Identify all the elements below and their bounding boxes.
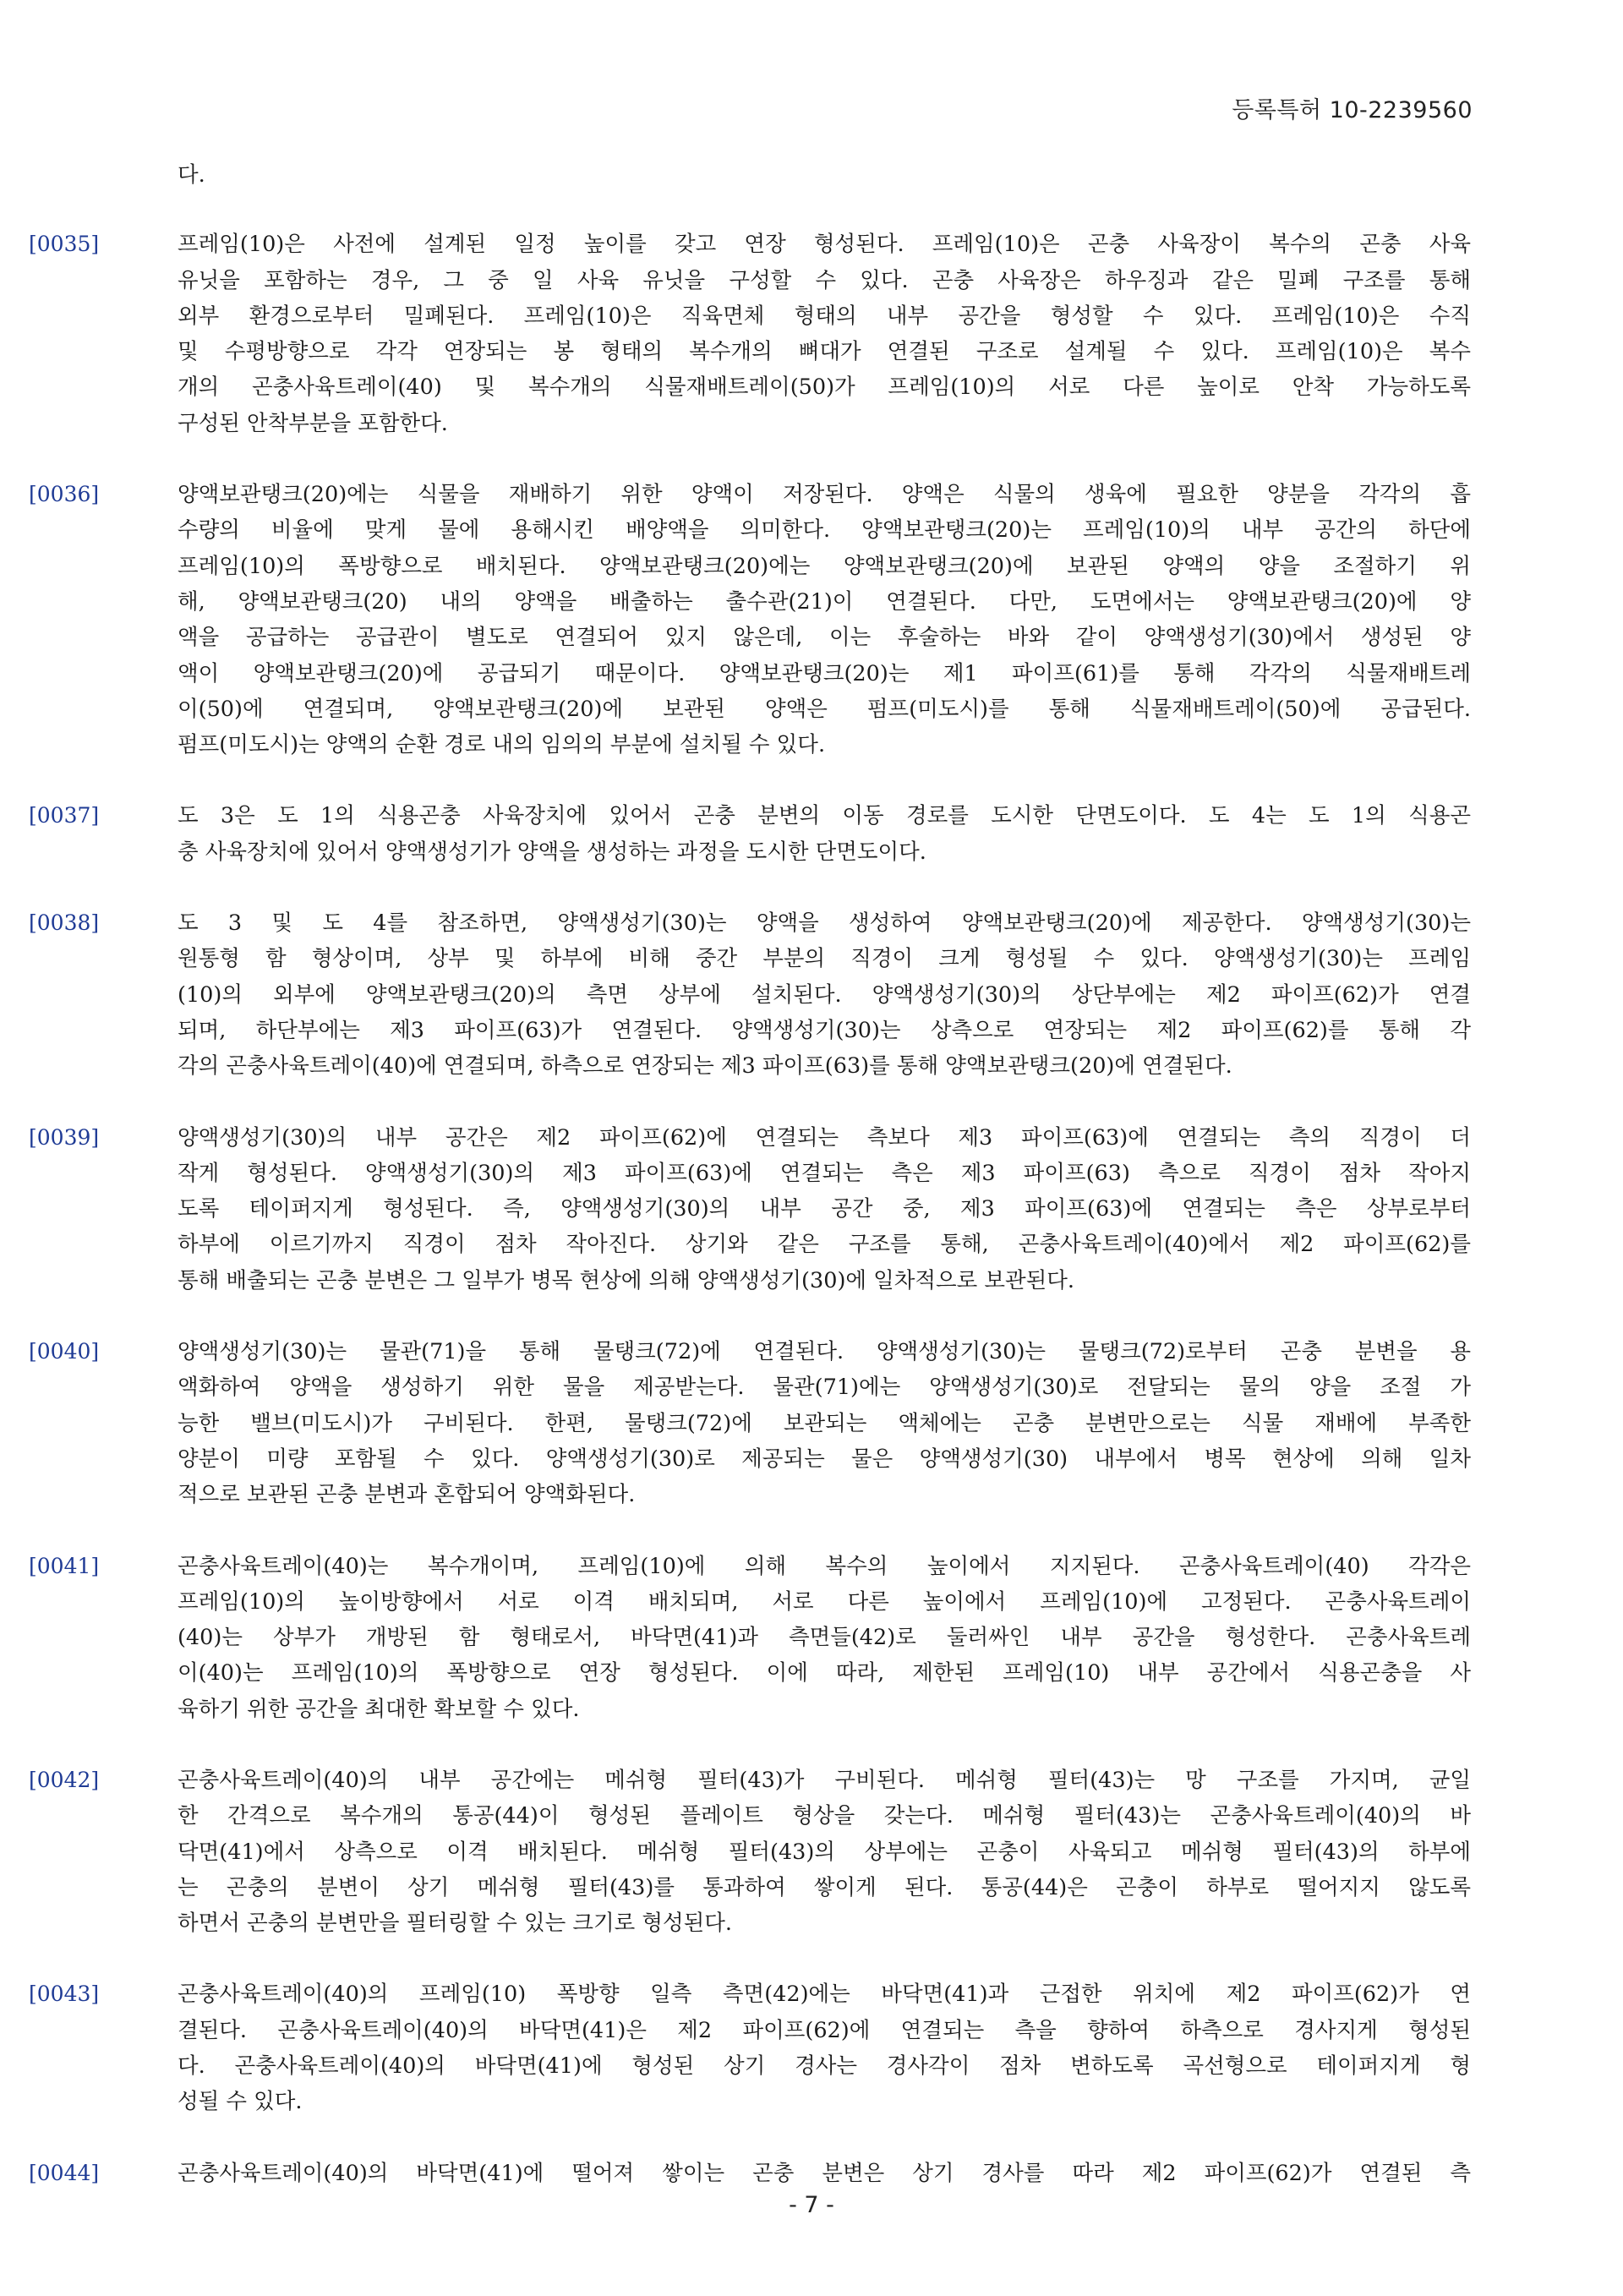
text-line: 도 3 및 도 4를 참조하면, 양액생성기(30)는 양액을 생성하여 양액보관탱크(20)에 제공한다. 양액생성기(30)는	[178, 910, 1471, 937]
body-text	[0, 157, 1623, 2227]
paragraph-list	[0, 227, 1623, 2191]
paragraph-number: [0039]	[29, 1124, 100, 1150]
text-line: 양분이 미량 포함될 수 있다. 양액생성기(30)로 제공되는 물은 양액생성기(30) 내부에서 병목 현상에 의해 일차	[178, 1446, 1471, 1472]
paragraph-number: [0044]	[29, 2160, 100, 2185]
text-line: 곤충사육트레이(40)의 바닥면(41)에 떨어져 쌓이는 곤충 분변은 상기 경사를 따라 제2 파이프(62)가 연결된 측	[178, 2160, 1471, 2186]
text-line: 해, 양액보관탱크(20) 내의 양액을 배출하는 출수관(21)이 연결된다. 다만, 도면에서는 양액보관탱크(20)에 양	[178, 588, 1471, 615]
text-line: 및 수평방향으로 각각 연장되는 봉 형태의 복수개의 뼈대가 연결된 구조로 설계될 수 있다. 프레임(10)은 복수	[178, 339, 1471, 365]
text-line: 외부 환경으로부터 밀폐된다. 프레임(10)은 직육면체 형태의 내부 공간을 형성할 수 있다. 프레임(10)은 수직	[178, 303, 1471, 329]
paragraph-text	[178, 798, 1471, 870]
text-line: 액이 양액보관탱크(20)에 공급되기 때문이다. 양액보관탱크(20)는 제1 파이프(61)를 통해 각각의 식물재배트레	[178, 660, 1471, 686]
paragraph-number: [0037]	[29, 803, 100, 828]
text-line: 는 곤충의 분변이 상기 메쉬형 필터(43)를 통과하여 쌓이게 된다. 통공(44)은 곤충이 하부로 떨어지지 않도록	[178, 1874, 1471, 1900]
text-line: 프레임(10)의 높이방향에서 서로 이격 배치되며, 서로 다른 높이에서 프레임(10)에 고정된다. 곤충사육트레이	[178, 1588, 1471, 1615]
paragraph-text	[178, 227, 1471, 441]
text-line: 도 3은 도 1의 식용곤충 사육장치에 있어서 곤충 분변의 이동 경로를 도시한 단면도이다. 도 4는 도 1의 식용곤	[178, 803, 1471, 829]
paragraph	[0, 798, 1623, 870]
text-line: 적으로 보관된 곤충 분변과 혼합되어 양액화된다.	[178, 1482, 636, 1508]
text-line: 유닛을 포함하는 경우, 그 중 일 사육 유닛을 구성할 수 있다. 곤충 사육장은 하우징과 같은 밀폐 구조를 통해	[178, 267, 1471, 293]
patent-number-header: 등록특허 10-2239560	[1232, 97, 1473, 123]
text-line: 하면서 곤충의 분변만을 필터링할 수 있는 크기로 형성된다.	[178, 1911, 733, 1937]
paragraph-number: [0035]	[29, 232, 100, 257]
text-line: 수량의 비율에 맞게 물에 용해시킨 배양액을 의미한다. 양액보관탱크(20)는 프레임(10)의 내부 공간의 하단에	[178, 517, 1471, 544]
text-line: 개의 곤충사육트레이(40) 및 복수개의 식물재배트레이(50)가 프레임(10)의 서로 다른 높이로 안착 가능하도록	[178, 374, 1471, 401]
paragraph-number: [0043]	[29, 1982, 100, 2007]
paragraph-number: [0041]	[29, 1553, 100, 1578]
text-line: 능한 밸브(미도시)가 구비된다. 한편, 물탱크(72)에 보관되는 액체에는 곤충 분변만으로는 식물 재배에 부족한	[178, 1410, 1471, 1436]
paragraph-text	[178, 905, 1471, 1084]
paragraph-text	[178, 1763, 1471, 1941]
paragraph	[0, 2156, 1623, 2191]
paragraph	[0, 1120, 1623, 1298]
text-line: 충 사육장치에 있어서 양액생성기가 양액을 생성하는 과정을 도시한 단면도이다.	[178, 839, 926, 865]
page-number: - 7 -	[789, 2192, 834, 2218]
text-line: 곤충사육트레이(40)의 프레임(10) 폭방향 일측 측면(42)에는 바닥면(41)과 근접한 위치에 제2 파이프(62)가 연	[178, 1982, 1471, 2008]
text-line: 양액생성기(30)의 내부 공간은 제2 파이프(62)에 연결되는 측보다 제3 파이프(63)에 연결되는 측의 직경이 더	[178, 1124, 1471, 1151]
paragraph-text	[178, 1120, 1471, 1298]
paragraph	[0, 905, 1623, 1084]
text-line: 펌프(미도시)는 양액의 순환 경로 내의 임의의 부분에 설치될 수 있다.	[178, 732, 826, 758]
paragraph-number: [0036]	[29, 482, 100, 507]
paragraph	[0, 1549, 1623, 1727]
continuation-text: 다.	[178, 162, 205, 188]
paragraph	[0, 1334, 1623, 1512]
text-line: (10)의 외부에 양액보관탱크(20)의 측면 상부에 설치된다. 양액생성기(30)의 상단부에는 제2 파이프(62)가 연결	[178, 981, 1471, 1008]
text-line: 곤충사육트레이(40)는 복수개이며, 프레임(10)에 의해 복수의 높이에서 지지된다. 곤충사육트레이(40) 각각은	[178, 1553, 1471, 1579]
text-line: 원통형 함 형상이며, 상부 및 하부에 비해 중간 부분의 직경이 크게 형성될 수 있다. 양액생성기(30)는 프레임	[178, 946, 1471, 972]
text-line: 결된다. 곤충사육트레이(40)의 바닥면(41)은 제2 파이프(62)에 연결되는 측을 향하여 하측으로 경사지게 형성된	[178, 2017, 1471, 2043]
text-line: 액을 공급하는 공급관이 별도로 연결되어 있지 않은데, 이는 후술하는 바와 같이 양액생성기(30)에서 생성된 양	[178, 625, 1471, 651]
text-line: 하부에 이르기까지 직경이 점차 작아진다. 상기와 같은 구조를 통해, 곤충사육트레이(40)에서 제2 파이프(62)를	[178, 1232, 1471, 1258]
text-line: 육하기 위한 공간을 최대한 확보할 수 있다.	[178, 1696, 580, 1722]
text-line: 프레임(10)의 폭방향으로 배치된다. 양액보관탱크(20)에는 양액보관탱크(20)에 보관된 양액의 양을 조절하기 위	[178, 553, 1471, 579]
text-line: (40)는 상부가 개방된 함 형태로서, 바닥면(41)과 측면들(42)로 둘러싸인 내부 공간을 형성한다. 곤충사육트레	[178, 1625, 1471, 1651]
paragraph-text	[178, 1334, 1471, 1512]
text-line: 구성된 안착부분을 포함한다.	[178, 410, 448, 436]
text-line: 작게 형성된다. 양액생성기(30)의 제3 파이프(63)에 연결되는 측은 제3 파이프(63) 측으로 직경이 점차 작아지	[178, 1160, 1471, 1186]
paragraph-text	[178, 2156, 1471, 2191]
paragraph-number: [0038]	[29, 910, 100, 936]
text-line: 양액보관탱크(20)에는 식물을 재배하기 위한 양액이 저장된다. 양액은 식물의 생육에 필요한 양분을 각각의 흡	[178, 482, 1471, 508]
paragraph	[0, 1763, 1623, 1941]
text-line: 한 간격으로 복수개의 통공(44)이 형성된 플레이트 형상을 갖는다. 메쉬형 필터(43)는 곤충사육트레이(40)의 바	[178, 1803, 1471, 1829]
text-line: 되며, 하단부에는 제3 파이프(63)가 연결된다. 양액생성기(30)는 상측으로 연장되는 제2 파이프(62)를 통해 각	[178, 1017, 1471, 1043]
text-line: 이(50)에 연결되며, 양액보관탱크(20)에 보관된 양액은 펌프(미도시)를 통해 식물재배트레이(50)에 공급된다.	[178, 696, 1471, 722]
paragraph-text	[178, 1549, 1471, 1727]
paragraph	[0, 1976, 1623, 2119]
text-line: 통해 배출되는 곤충 분변은 그 일부가 병목 현상에 의해 양액생성기(30)에 일차적으로 보관된다.	[178, 1267, 1075, 1293]
text-line: 프레임(10)은 사전에 설계된 일정 높이를 갖고 연장 형성된다. 프레임(10)은 곤충 사육장이 복수의 곤충 사육	[178, 232, 1471, 258]
paragraph-text	[178, 477, 1471, 763]
paragraph	[0, 227, 1623, 441]
text-line: 액화하여 양액을 생성하기 위한 물을 제공받는다. 물관(71)에는 양액생성기(30)로 전달되는 물의 양을 조절 가	[178, 1375, 1471, 1401]
text-line: 곤충사육트레이(40)의 내부 공간에는 메쉬형 필터(43)가 구비된다. 메쉬형 필터(43)는 망 구조를 가지며, 균일	[178, 1767, 1471, 1793]
text-line: 이(40)는 프레임(10)의 폭방향으로 연장 형성된다. 이에 따라, 제한된 프레임(10) 내부 공간에서 식용곤충을 사	[178, 1660, 1471, 1686]
text-line: 각의 곤충사육트레이(40)에 연결되며, 하측으로 연장되는 제3 파이프(63)를 통해 양액보관탱크(20)에 연결된다.	[178, 1053, 1232, 1080]
text-line: 성될 수 있다.	[178, 2089, 303, 2115]
text-line: 도록 테이퍼지게 형성된다. 즉, 양액생성기(30)의 내부 공간 중, 제3 파이프(63)에 연결되는 측은 상부로부터	[178, 1196, 1471, 1222]
paragraph-number: [0042]	[29, 1767, 100, 1792]
text-line: 닥면(41)에서 상측으로 이격 배치된다. 메쉬형 필터(43)의 상부에는 곤충이 사육되고 메쉬형 필터(43)의 하부에	[178, 1839, 1471, 1865]
text-line: 양액생성기(30)는 물관(71)을 통해 물탱크(72)에 연결된다. 양액생성기(30)는 물탱크(72)로부터 곤충 분변을 용	[178, 1339, 1471, 1365]
text-line: 다. 곤충사육트레이(40)의 바닥면(41)에 형성된 상기 경사는 경사각이 점차 변하도록 곡선형으로 테이퍼지게 형	[178, 2053, 1471, 2080]
paragraph-number: [0040]	[29, 1339, 100, 1364]
paragraph	[0, 477, 1623, 763]
paragraph-text	[178, 1976, 1471, 2119]
